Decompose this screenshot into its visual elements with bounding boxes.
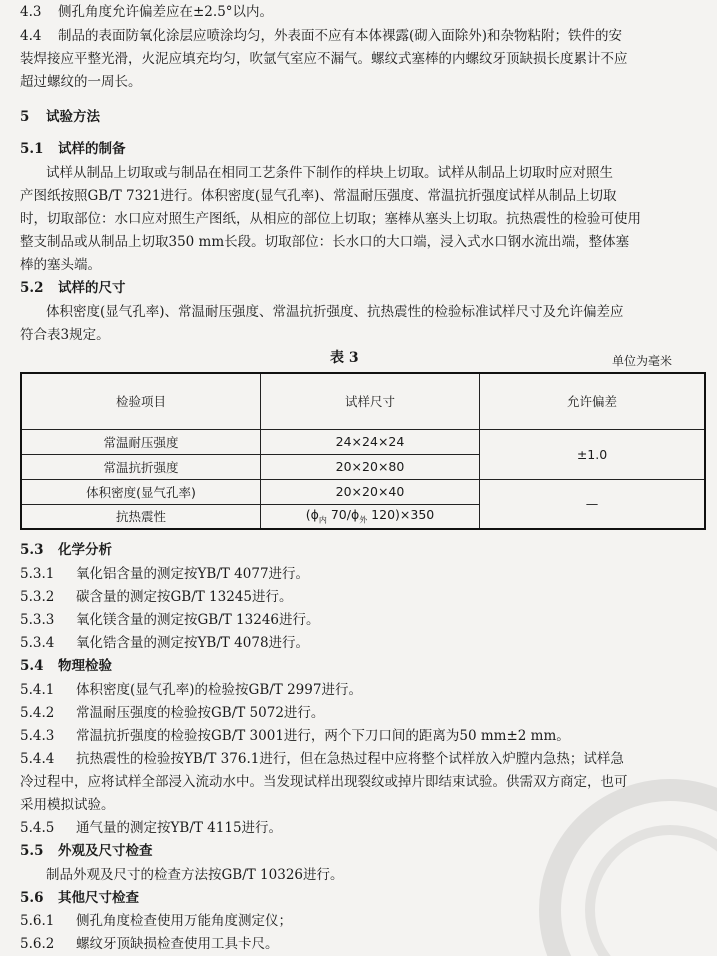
section-heading-5-2: 5.2 试样的尺寸: [20, 280, 126, 296]
clause-5-4-3: 5.4.3 常温抗折强度的检验按GB/T 3001进行，两个下刀口间的距离为50 mm±2 mm。: [20, 728, 570, 744]
clause-5-4-4-cont: 冷过程中，应将试样全部浸入流动水中。当发现试样出现裂纹或掉片即结束试验。供需双方商定，也可: [20, 774, 628, 790]
clause-4-3: 4.3 侧孔角度允许偏差应在±2.5°以内。: [20, 4, 274, 20]
header-tolerance: 允许偏差: [480, 373, 706, 429]
section-heading-5-5: 5.5 外观及尺寸检查: [20, 843, 153, 859]
section-heading-5-6: 5.6 其他尺寸检查: [20, 890, 139, 906]
section-heading-5-3: 5.3 化学分析: [20, 542, 112, 558]
cell-item: 抗热震性: [21, 504, 261, 529]
table-unit: 单位为毫米: [612, 354, 673, 368]
table-header-row: [21, 373, 705, 429]
paragraph-5-5: 制品外观及尺寸的检查方法按GB/T 10326进行。: [46, 867, 344, 883]
cell-tolerance: ±1.0: [480, 429, 706, 479]
header-specimen-size: 试样尺寸: [261, 373, 480, 429]
clause-5-4-4: 5.4.4 抗热震性的检验按YB/T 376.1进行，但在急热过程中应将整个试样放入炉膛内急热；试样急: [20, 751, 624, 767]
clause-5-3-1: 5.3.1 氧化铝含量的测定按YB/T 4077进行。: [20, 566, 310, 582]
cell-item: 常温耐压强度: [21, 429, 261, 454]
clause-4-4: 4.4 制品的表面防氧化涂层应喷涂均匀，外表面不应有本体裸露(砌入面除外)和杂物粘附；铁件的安: [20, 28, 623, 44]
cell-item: 常温抗折强度: [21, 454, 261, 479]
clause-5-3-3: 5.3.3 氧化镁含量的测定按GB/T 13246进行。: [20, 612, 320, 628]
paragraph-5-1: 试样从制品上切取或与制品在相同工艺条件下制作的样块上切取。试样从制品上切取时应对照生: [46, 165, 613, 181]
clause-5-6-2: 5.6.2 螺纹牙顶缺损检查使用工具卡尺。: [20, 936, 279, 952]
paragraph-5-1: 整支制品或从制品上切取350 mm长段。切取部位：长水口的大口端，浸入式水口钢水流出端，整体塞: [20, 234, 630, 250]
specimen-size-table: [20, 372, 706, 530]
clause-4-4-cont: 装焊接应平整光滑，火泥应填充均匀，吹氩气室应不漏气。螺纹式塞棒的内螺纹牙顶缺损长度累计不应: [20, 51, 628, 67]
header-test-item: 检验项目: [21, 373, 261, 429]
clause-5-4-5: 5.4.5 通气量的测定按YB/T 4115进行。: [20, 820, 283, 836]
clause-5-4-1: 5.4.1 体积密度(显气孔率)的检验按GB/T 2997进行。: [20, 682, 362, 698]
paragraph-5-1: 棒的塞头端。: [20, 257, 101, 273]
table-row: [21, 429, 705, 454]
section-heading-5-1: 5.1 试样的制备: [20, 141, 126, 157]
paragraph-5-2: 体积密度(显气孔率)、常温耐压强度、常温抗折强度、抗热震性的检验标准试样尺寸及允许偏差应: [46, 304, 624, 320]
paragraph-5-1: 时，切取部位：水口应对照生产图纸，从相应的部位上切取；塞棒从塞头上切取。抗热震性的检验可使用: [20, 211, 641, 227]
clause-5-4-2: 5.4.2 常温耐压强度的检验按GB/T 5072进行。: [20, 705, 325, 721]
section-heading-5: 5 试验方法: [20, 109, 100, 125]
paragraph-5-1: 产图纸按照GB/T 7321进行。体积密度(显气孔率)、常温耐压强度、常温抗折强度试样从制品上切取: [20, 188, 617, 204]
clause-5-6-1: 5.6.1 侧孔角度检查使用万能角度测定仪；: [20, 913, 292, 929]
clause-5-3-4: 5.3.4 氧化锆含量的测定按YB/T 4078进行。: [20, 635, 310, 651]
paragraph-5-2: 符合表3规定。: [20, 327, 110, 343]
table-row: [21, 479, 705, 504]
clause-4-4-cont: 超过螺纹的一周长。: [20, 74, 142, 90]
clause-5-4-4-cont: 采用模拟试验。: [20, 797, 115, 813]
cell-size: 20×20×80: [261, 454, 480, 479]
cell-size: 20×20×40: [261, 479, 480, 504]
table-title: 表 3: [330, 350, 359, 366]
section-heading-5-4: 5.4 物理检验: [20, 658, 112, 674]
cell-size: ($\phi_内$ $70/\phi_外$ 120)×350: [261, 504, 480, 529]
cell-tolerance: —: [480, 479, 706, 529]
clause-5-3-2: 5.3.2 碳含量的测定按GB/T 13245进行。: [20, 589, 293, 605]
cell-size: 24×24×24: [261, 429, 480, 454]
cell-item: 体积密度(显气孔率): [21, 479, 261, 504]
